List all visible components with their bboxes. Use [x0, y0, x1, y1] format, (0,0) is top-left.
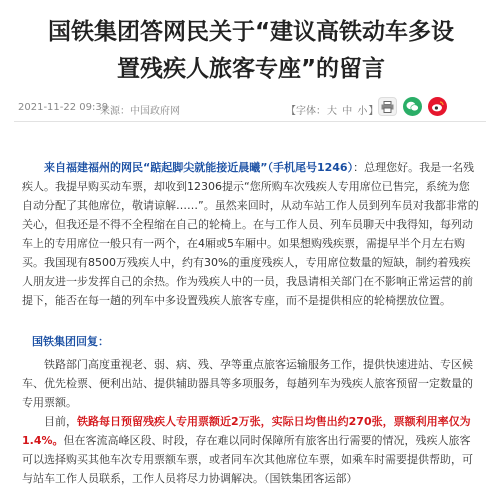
font-size-medium-link[interactable]: 中 — [342, 106, 353, 117]
font-size-switcher — [286, 102, 378, 117]
font-size-small-link[interactable]: 小 — [357, 106, 368, 117]
source-label: 来源： — [100, 106, 130, 117]
source-name: 中国政府网 — [130, 106, 180, 117]
reply-highlight: 铁路每日预留残疾人专用票额近2万张，实际日均售出约270张，票额利用率仅为1.4%。 — [22, 415, 471, 447]
asker-name: 踮起脚尖就能接近晨曦 — [150, 161, 261, 174]
reply-paragraph-1 — [22, 355, 480, 412]
reply-text-1: 铁路部门高度重视老、弱、病、残、孕等重点旅客运输服务工作，提供快速进站、专区候车、优先检票、便利出站、提供辅助器具等多项服务，每趟列车为残疾人旅客预留一定数量的专用票额。 — [22, 358, 473, 409]
page-title — [14, 14, 488, 88]
font-size-close: 】 — [368, 106, 379, 117]
title-line-2: 置残疾人旅客专座”的留言 — [116, 56, 386, 82]
reply-prefix: 目前， — [44, 415, 77, 428]
wechat-icon[interactable] — [403, 97, 422, 116]
title-line-1: 国铁集团答网民关于“建议高铁动车多设 — [47, 19, 455, 45]
font-size-label: 【字体： — [286, 106, 326, 117]
article-meta-bar — [14, 95, 486, 122]
message-paragraph — [22, 158, 480, 310]
font-size-large-link[interactable]: 大 — [327, 106, 337, 117]
print-icon[interactable] — [378, 97, 397, 116]
publish-date: 2021-11-22 09:39 — [18, 102, 109, 113]
weibo-icon[interactable] — [428, 97, 447, 116]
reply-text-2: 但在客流高峰区段、时段，存在难以同时保障所有旅客出行需要的情况，残疾人旅客可以选择购买其他车次专用票额车票，或者同车次其他席位车票，如乘车时需要提供帮助，可与站车工作人员联系，工作人员将尽力协调解决。（国铁集团客运部） — [22, 434, 473, 485]
asker-suffix: ”（手机尾号1246） — [260, 161, 354, 174]
reply-paragraph-2 — [22, 412, 480, 488]
reply-heading: 国铁集团回复： — [32, 335, 109, 348]
message-text: ：总理您好。我是一名残疾人。我提早购买动车票，却收到12306提示“您所购车次残疾人专用席位已售完，系统为您自动分配了其他席位，敬请谅解……”。虽然来回时，从动车站工作人员到列车员对我都非常的关心，但我还是不得不全程缩在自己的轮椅上。在与工作人员、列车员聊天中我得知，每列动车上的专用席位一般只有一两个，在4厢或5车厢中。如果想购残疾票，需提早半个月左右购买。我国现有8500万残疾人中，约有30%的重度残疾人，专用席位数量的短缺，制约着残疾人朋友进一步发挥自己的余热。作为残疾人中的一员，我恳请相关部门在不影响正常运营的前提下，能否在每一趟的列车中多设置残疾人旅客专座，而不是提供相应的轮椅摆放位置。 — [22, 161, 479, 307]
share-tools — [378, 97, 447, 116]
source-info — [100, 102, 180, 117]
asker-prefix: 来自福建福州的网民“ — [44, 161, 151, 174]
